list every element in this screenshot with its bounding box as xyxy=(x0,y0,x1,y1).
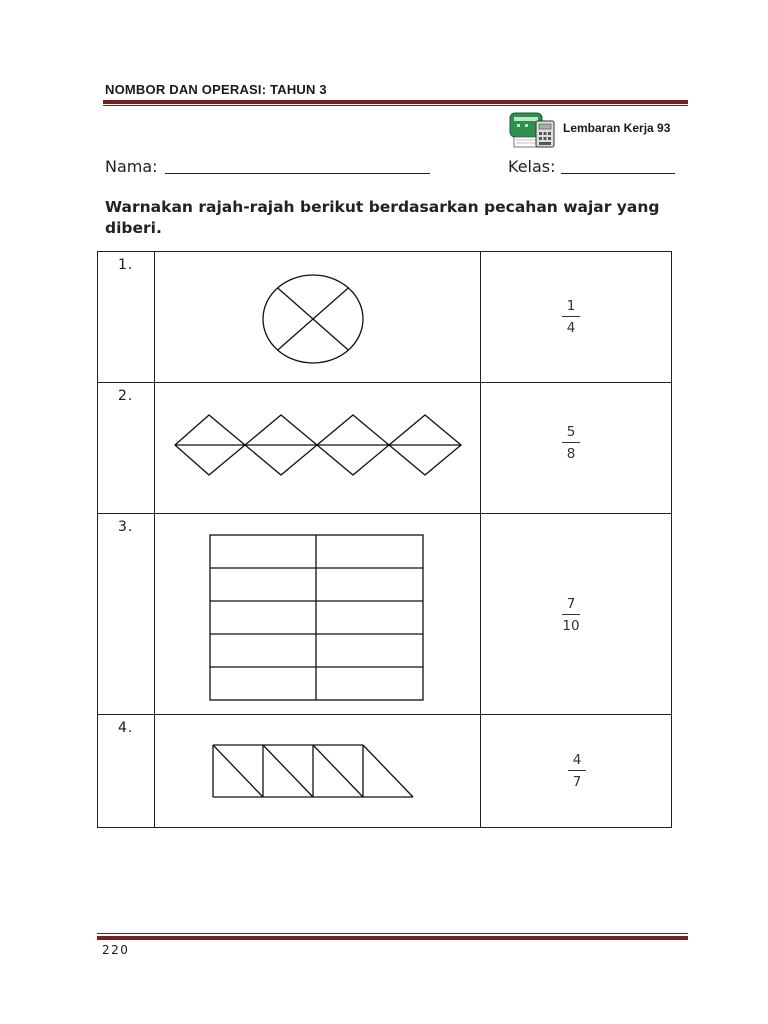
table-row-divider xyxy=(98,513,671,514)
worksheet-header-title: NOMBOR DAN OPERASI: TAHUN 3 xyxy=(105,82,327,97)
fraction-denominator: 8 xyxy=(566,446,576,462)
header-divider xyxy=(103,100,688,104)
instruction-text: Warnakan rajah-rajah berikut berdasarkan pecahan wajar yang diberi. xyxy=(105,198,660,237)
fraction-bar xyxy=(562,614,580,615)
fraction-denominator: 10 xyxy=(562,618,580,634)
table-row-divider xyxy=(98,382,671,383)
fraction-bar xyxy=(568,770,586,771)
class-field[interactable] xyxy=(561,173,675,174)
fraction xyxy=(551,424,591,462)
circle-quarters-figure[interactable] xyxy=(258,270,368,368)
class-label: Kelas: xyxy=(508,157,556,176)
fraction-bar xyxy=(562,442,580,443)
question-number: 3. xyxy=(118,519,134,535)
table-column-divider xyxy=(480,252,481,827)
name-field[interactable] xyxy=(165,173,430,174)
rhombus-halves-figure[interactable] xyxy=(173,414,463,476)
fraction-denominator: 4 xyxy=(566,320,576,336)
fraction xyxy=(551,596,591,634)
fraction-numerator: 4 xyxy=(572,752,582,768)
fraction-numerator: 1 xyxy=(566,298,576,314)
fraction-denominator: 7 xyxy=(572,774,582,790)
table-row-divider xyxy=(98,714,671,715)
fraction-numerator: 7 xyxy=(566,596,576,612)
worksheet-number-label: Lembaran Kerja 93 xyxy=(563,121,671,135)
fraction-bar xyxy=(562,316,580,317)
fraction-numerator: 5 xyxy=(566,424,576,440)
name-label: Nama: xyxy=(105,157,158,176)
question-number: 4. xyxy=(118,720,134,736)
triangle-row-figure[interactable] xyxy=(211,743,417,799)
calculator-logo-icon xyxy=(508,111,558,153)
fraction xyxy=(551,298,591,336)
footer-divider xyxy=(97,933,688,934)
rectangle-grid-figure[interactable] xyxy=(209,534,425,702)
table-column-divider xyxy=(154,252,155,827)
question-number: 1. xyxy=(118,257,134,273)
fraction xyxy=(557,752,597,790)
page-number: 220 xyxy=(102,943,130,957)
question-number: 2. xyxy=(118,388,134,404)
question-table xyxy=(97,251,672,828)
